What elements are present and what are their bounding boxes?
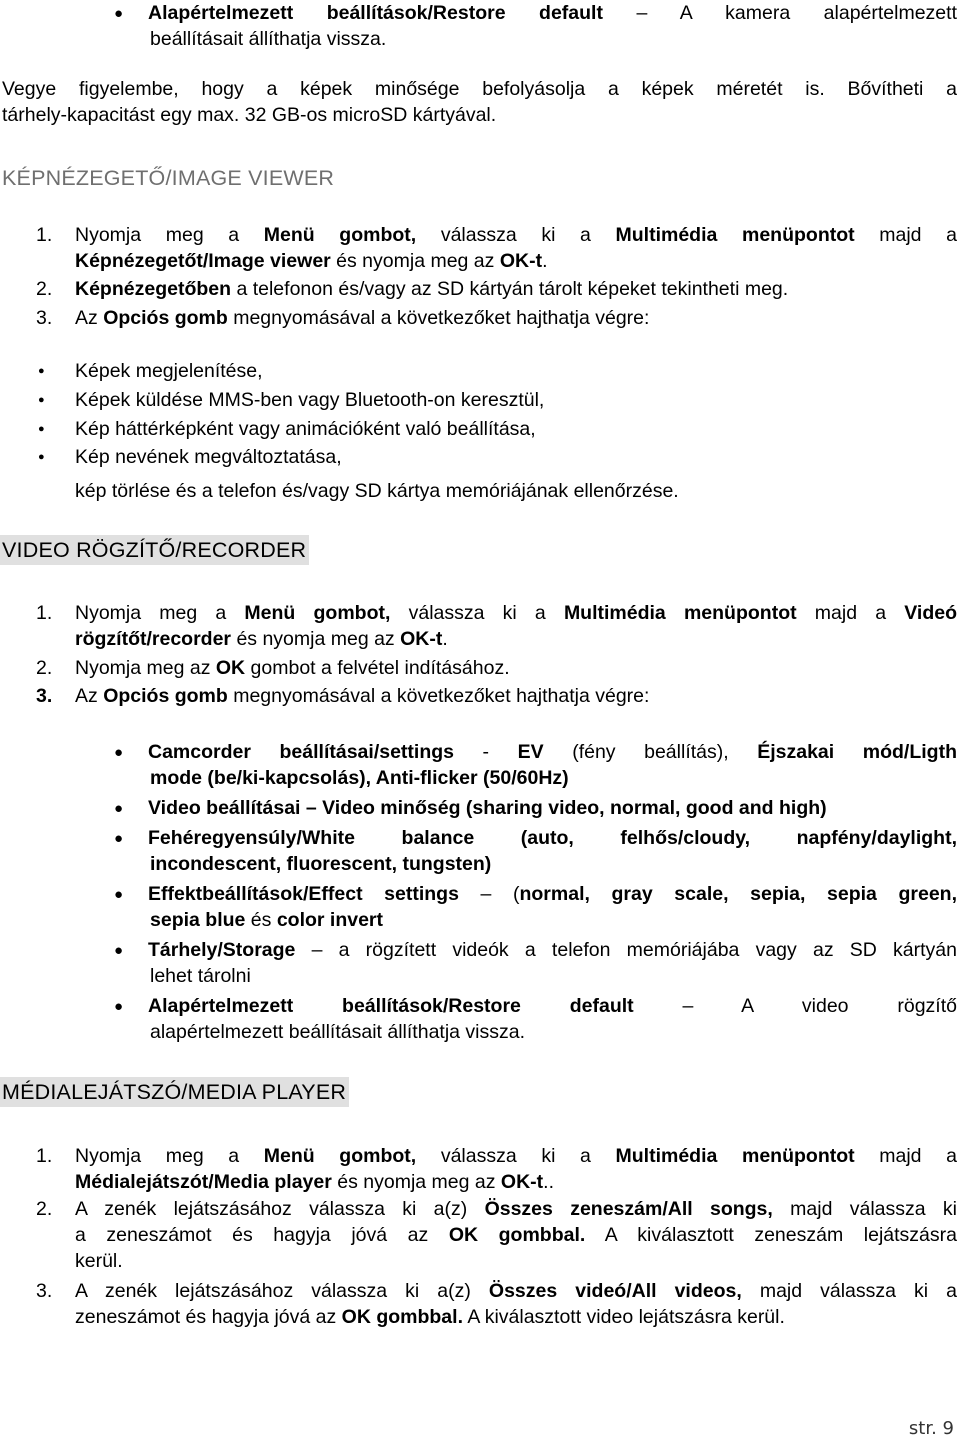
top-bullet-line1: Alapértelmezett beállítások/Restore default – A kamera alapértelmezett bbox=[148, 2, 957, 24]
bullet-icon: ● bbox=[114, 744, 124, 761]
bullet-icon: ● bbox=[114, 830, 124, 847]
iv-last-line: kép törlése és a telefon és/vagy SD kártya memóriájának ellenőrzése. bbox=[75, 480, 679, 502]
bullet-icon: ● bbox=[114, 942, 124, 959]
heading-image-viewer: KÉPNÉZEGETŐ/IMAGE VIEWER bbox=[2, 166, 335, 190]
bullet-icon: ● bbox=[38, 365, 45, 377]
bullet-icon: ● bbox=[114, 886, 124, 903]
note-line1: Vegye figyelembe, hogy a képek minősége befolyásolja a képek méretét is. Bővítheti a bbox=[2, 78, 957, 100]
bullet-icon: ● bbox=[38, 394, 45, 406]
heading-video-recorder: VIDEO RÖGZÍTŐ/RECORDER bbox=[0, 535, 309, 565]
bullet-icon: ● bbox=[114, 5, 124, 22]
bullet-icon: ● bbox=[38, 451, 45, 463]
heading-media-player: MÉDIALEJÁTSZÓ/MEDIA PLAYER bbox=[0, 1077, 349, 1107]
bullet-icon: ● bbox=[114, 800, 124, 817]
top-bullet-line2: beállításait állíthatja vissza. bbox=[150, 28, 387, 50]
bullet-icon: ● bbox=[38, 423, 45, 435]
page-number: str. 9 bbox=[908, 1418, 954, 1439]
bullet-icon: ● bbox=[114, 998, 124, 1015]
note-line2: tárhely-kapacitást egy max. 32 GB-os microSD kártyával. bbox=[2, 104, 497, 126]
